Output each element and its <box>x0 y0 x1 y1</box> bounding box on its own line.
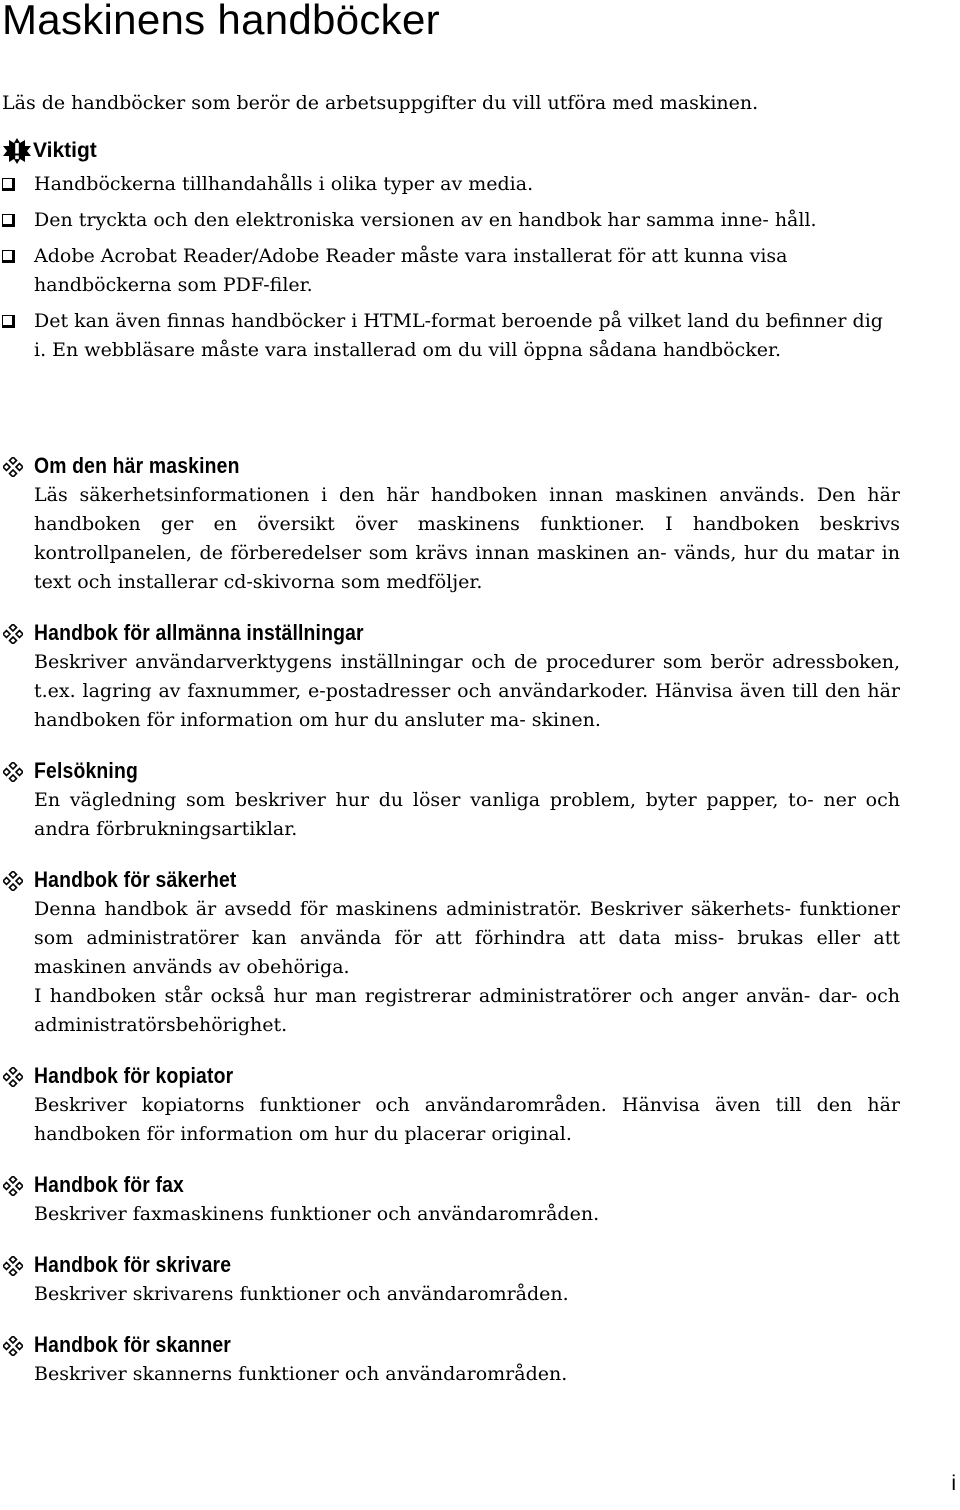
section-heading <box>0 756 960 786</box>
diamond-bullet-icon <box>3 457 23 477</box>
section-title: Handbok för skanner <box>34 1332 231 1357</box>
section-body <box>0 1200 900 1229</box>
section-heading <box>0 451 960 481</box>
important-item-text: Adobe Acrobat Reader/Adobe Reader måste vara installerat för att kunna visa handböckerna som PDF-filer. <box>34 245 788 296</box>
section-scanner <box>0 1330 960 1389</box>
section-body <box>0 648 900 735</box>
section-heading <box>0 1170 960 1200</box>
important-item-text: Det kan även finnas handböcker i HTML-format beroende på vilket land du befinner dig i. En webbläsare måste vara installerad om du vill öppna sådana handböcker. <box>34 310 883 361</box>
section-body <box>0 1280 900 1309</box>
section-title: Handbok för allmänna inställningar <box>34 620 364 645</box>
diamond-bullet-icon <box>3 1336 23 1356</box>
section-title: Handbok för säkerhet <box>34 867 237 892</box>
diamond-bullet-icon <box>3 1067 23 1087</box>
section-heading <box>0 1061 960 1091</box>
section-troubleshooting <box>0 756 960 844</box>
page-title: Maskinens handböcker <box>2 0 440 43</box>
section-security <box>0 865 960 1040</box>
section-copier <box>0 1061 960 1149</box>
section-title: Handbok för skrivare <box>34 1252 232 1277</box>
manual-sections <box>0 451 960 1410</box>
checkbox-icon <box>2 214 15 227</box>
section-heading <box>0 865 960 895</box>
important-heading <box>2 136 97 166</box>
section-body <box>0 895 900 1040</box>
section-body <box>0 786 900 844</box>
section-paragraph: Läs säkerhetsinformationen i den här handboken innan maskinen används. Den här handboken ger en översikt över maskinens funktioner. I handboken beskrivs kontrollpanelen, de förberedelser som krävs innan maskinen an- vänds, hur du matar in text och installerar cd-skivorna som medföljer. <box>34 484 900 593</box>
diamond-bullet-icon <box>3 1256 23 1276</box>
section-body <box>0 481 900 597</box>
section-paragraph: I handboken står också hur man registrerar administratörer och anger använ- dar- och administratörsbehörighet. <box>34 985 900 1036</box>
important-icon <box>2 137 32 165</box>
important-list <box>0 170 960 372</box>
section-paragraph: Denna handbok är avsedd för maskinens administratör. Beskriver säkerhets- funktioner som administratörer kan använda för att förhindra att data miss- brukas eller att maskinen används av obehöriga. <box>34 898 900 978</box>
section-title: Handbok för kopiator <box>34 1063 234 1088</box>
diamond-bullet-icon <box>3 1176 23 1196</box>
section-paragraph: Beskriver skannerns funktioner och användarområden. <box>34 1363 568 1385</box>
section-paragraph: Beskriver användarverktygens inställningar och de procedurer som berör adressboken, t.ex. lagring av faxnummer, e-postadresser och användarkoder. Hänvisa även till den här handboken för information om hur du ansluter ma- skinen. <box>34 651 900 731</box>
section-fax <box>0 1170 960 1229</box>
diamond-bullet-icon <box>3 871 23 891</box>
section-body <box>0 1360 900 1389</box>
important-item <box>0 206 896 235</box>
important-item-text: Handböckerna tillhandahålls i olika typer av media. <box>34 173 534 195</box>
section-printer <box>0 1250 960 1309</box>
section-paragraph: Beskriver kopiatorns funktioner och användarområden. Hänvisa även till den här handboken för information om hur du placerar original. <box>34 1094 900 1145</box>
section-title: Felsökning <box>34 758 138 783</box>
section-paragraph: Beskriver skrivarens funktioner och användarområden. <box>34 1283 569 1305</box>
important-heading-label: Viktigt <box>33 139 97 162</box>
important-item <box>0 170 896 199</box>
checkbox-icon <box>2 315 15 328</box>
intro-text: Läs de handböcker som berör de arbetsuppgifter du vill utföra med maskinen. <box>2 92 759 114</box>
section-title: Om den här maskinen <box>34 453 240 478</box>
important-item <box>0 307 896 365</box>
checkbox-icon <box>2 250 15 263</box>
section-body <box>0 1091 900 1149</box>
section-heading <box>0 1250 960 1280</box>
checkbox-icon <box>2 178 15 191</box>
diamond-bullet-icon <box>3 762 23 782</box>
section-about-machine <box>0 451 960 597</box>
section-paragraph: Beskriver faxmaskinens funktioner och användarområden. <box>34 1203 600 1225</box>
section-heading <box>0 1330 960 1360</box>
page-number: i <box>951 1472 956 1495</box>
diamond-bullet-icon <box>3 624 23 644</box>
important-item <box>0 242 896 300</box>
section-title: Handbok för fax <box>34 1172 185 1197</box>
important-item-text: Den tryckta och den elektroniska versionen av en handbok har samma inne- håll. <box>34 209 817 231</box>
section-heading <box>0 618 960 648</box>
section-paragraph: En vägledning som beskriver hur du löser vanliga problem, byter papper, to- ner och andra förbrukningsartiklar. <box>34 789 900 840</box>
section-general-settings <box>0 618 960 735</box>
